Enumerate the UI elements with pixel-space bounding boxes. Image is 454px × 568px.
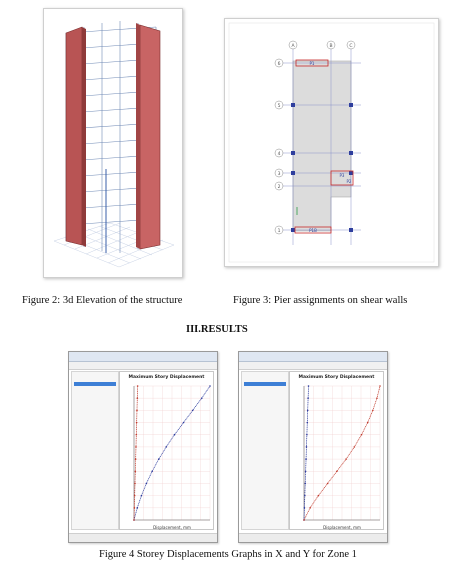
figure-2-image xyxy=(43,8,183,278)
displacement-chart-y xyxy=(290,382,385,532)
section-heading: III.RESULTS xyxy=(186,324,248,335)
grid-label-6: 6 xyxy=(277,62,281,67)
data-point-max xyxy=(146,483,148,485)
grid-label-4: 4 xyxy=(277,152,281,157)
data-point-max xyxy=(151,470,153,472)
data-point-max xyxy=(304,495,306,497)
data-point-min xyxy=(136,422,138,424)
figure-2-caption: Figure 2: 3d Elevation of the structure xyxy=(22,295,183,306)
data-point-min xyxy=(379,385,381,387)
x-axis-label: Displacement, mm xyxy=(323,525,361,530)
data-point-max xyxy=(307,410,309,412)
data-point-max xyxy=(308,385,310,387)
data-point-max xyxy=(306,446,308,448)
data-point-min xyxy=(137,385,139,387)
data-point-max xyxy=(174,434,176,436)
data-point-min xyxy=(327,483,329,485)
data-point-max xyxy=(307,397,309,399)
pier-label-p2: P2 xyxy=(346,179,352,184)
window-titlebar xyxy=(69,352,217,362)
grid-label-3: 3 xyxy=(277,172,281,177)
shear-wall-left-side xyxy=(82,27,86,247)
data-point-max xyxy=(306,434,308,436)
data-point-max xyxy=(183,422,185,424)
data-point-min xyxy=(336,470,338,472)
figure-4-caption: Figure 4 Storey Displacements Graphs in X and Y for Zone 1 xyxy=(99,549,357,560)
data-point-min xyxy=(134,495,136,497)
data-point-max xyxy=(141,495,143,497)
data-point-max xyxy=(304,483,306,485)
data-point-max xyxy=(304,507,306,509)
data-point-min xyxy=(135,458,137,460)
pier-plan xyxy=(225,19,438,266)
chart-title: Maximum Story Displacement xyxy=(298,375,375,380)
pier-label-p1b: P1B xyxy=(309,228,317,233)
data-point-min xyxy=(135,446,137,448)
plot-area xyxy=(119,371,214,530)
data-point-min xyxy=(137,397,139,399)
pier-label-p3: P3 xyxy=(339,173,345,178)
options-sidebar xyxy=(71,371,119,530)
series-line-min xyxy=(134,386,138,520)
data-point-max xyxy=(306,422,308,424)
data-point-min xyxy=(367,422,369,424)
grid-label-c: C xyxy=(349,44,353,49)
figure-4-left-window xyxy=(68,351,218,543)
figure-4-right-window xyxy=(238,351,388,543)
chart-title: Maximum Story Displacement xyxy=(128,375,205,380)
figure-3-caption: Figure 3: Pier assignments on shear walls xyxy=(233,295,408,306)
data-point-max xyxy=(192,410,194,412)
shear-wall-left xyxy=(66,27,82,245)
data-point-min xyxy=(136,410,138,412)
data-point-min xyxy=(361,434,363,436)
data-point-max xyxy=(305,470,307,472)
data-point-min xyxy=(133,519,135,521)
data-point-min xyxy=(134,483,136,485)
data-point-min xyxy=(135,470,137,472)
options-sidebar xyxy=(241,371,289,530)
x-axis-label: Displacement, mm xyxy=(153,525,191,530)
data-point-max xyxy=(165,446,167,448)
data-point-min xyxy=(303,519,305,521)
data-point-min xyxy=(318,495,320,497)
data-point-min xyxy=(376,397,378,399)
data-point-max xyxy=(137,507,139,509)
status-bar xyxy=(69,533,217,542)
shear-wall-right xyxy=(140,25,160,249)
figure-3-image xyxy=(224,18,439,267)
data-point-min xyxy=(354,446,356,448)
data-point-min xyxy=(345,458,347,460)
data-point-max xyxy=(209,385,211,387)
window-toolbar xyxy=(69,362,217,370)
data-point-max xyxy=(201,397,203,399)
plot-area xyxy=(289,371,384,530)
grid-label-2: 2 xyxy=(277,185,281,190)
grid-label-b: B xyxy=(329,44,333,49)
window-toolbar xyxy=(239,362,387,370)
grid-label-a: A xyxy=(291,44,295,49)
displacement-chart-x xyxy=(120,382,215,532)
pier-label-p1: P1 xyxy=(309,61,315,66)
building-3d-elevation xyxy=(44,9,182,277)
grid-label-1: 1 xyxy=(277,229,281,234)
data-point-min xyxy=(134,507,136,509)
data-point-max xyxy=(305,458,307,460)
status-bar xyxy=(239,533,387,542)
data-point-min xyxy=(372,410,374,412)
series-line-max xyxy=(304,386,309,520)
grid-label-5: 5 xyxy=(277,104,281,109)
data-point-min xyxy=(309,507,311,509)
shear-wall-right-side xyxy=(136,23,140,249)
data-point-max xyxy=(158,458,160,460)
data-point-min xyxy=(136,434,138,436)
window-titlebar xyxy=(239,352,387,362)
